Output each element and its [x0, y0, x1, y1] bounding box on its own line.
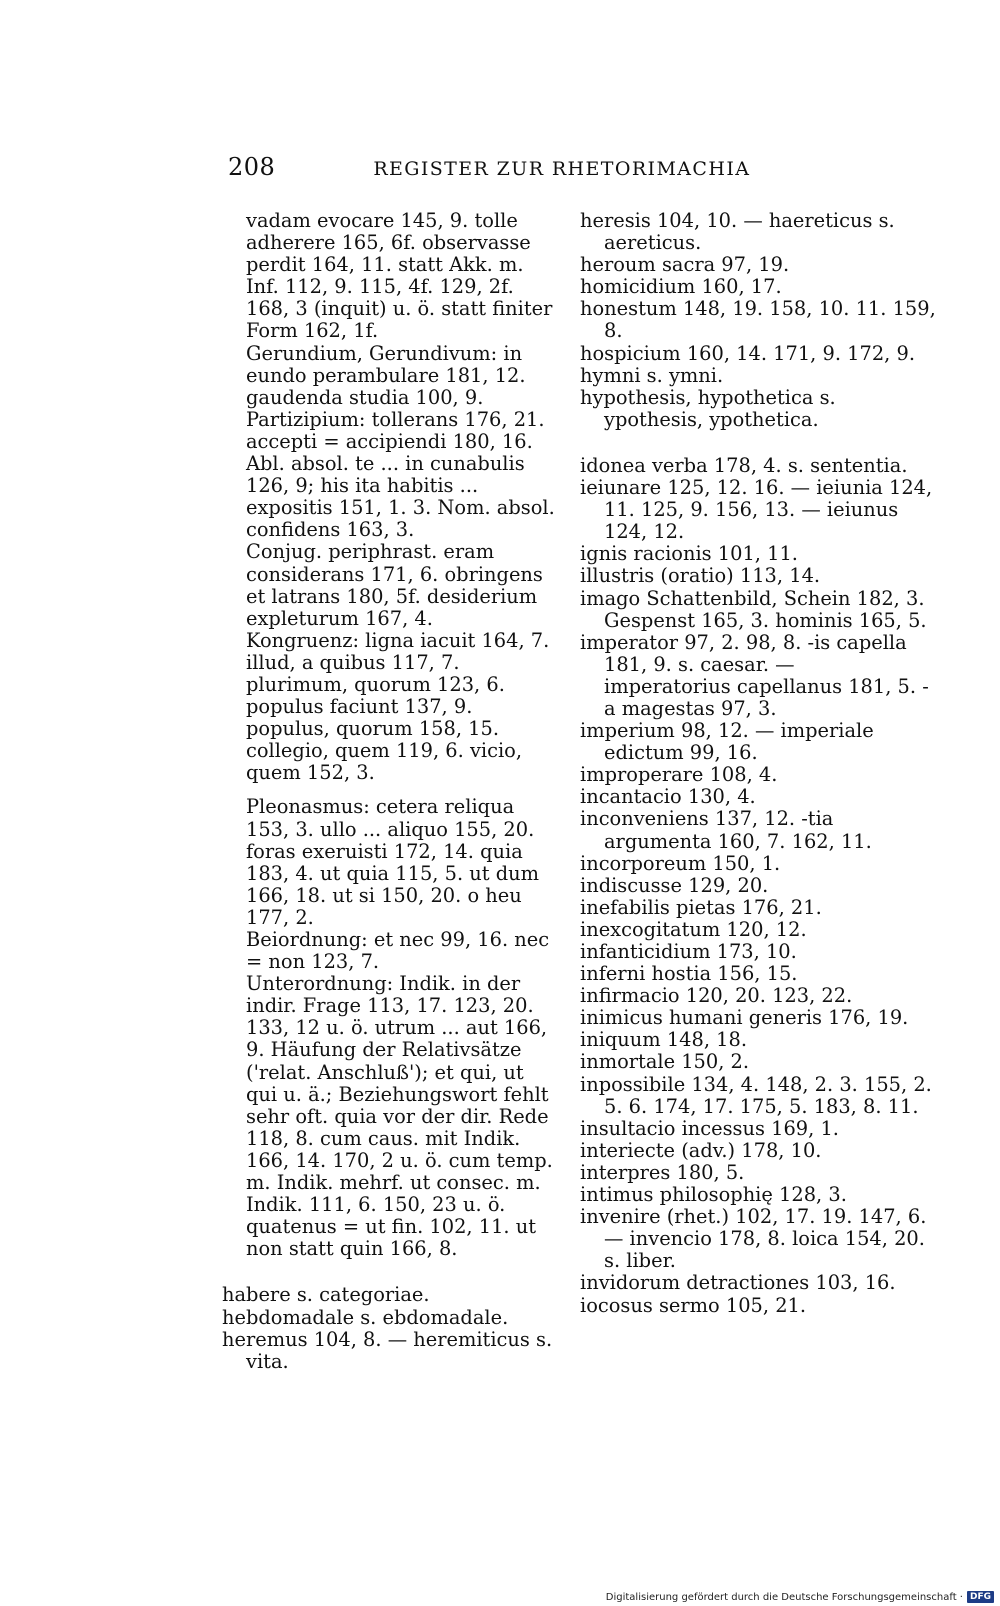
index-entry: Gerundium, Gerundivum: in eundo perambulare 181, 12. gaudenda studia 100, 9.: [246, 341, 526, 409]
index-entry: inimicus humani generis 176, 19.: [580, 1006, 909, 1030]
index-entry: inferni hostia 156, 15.: [580, 962, 798, 986]
index-entry: vadam evocare 145, 9. tolle adherere 165, 6f. observasse perdit 164, 11. statt Akk. m. Inf. 112, 9. 115, 4f. 129, 2f. 168, 3 (inquit) u. ö. statt finiter Form 162, 1f.: [246, 209, 553, 343]
index-entry: interpres 180, 5.: [580, 1160, 745, 1184]
index-entry: inpossibile 134, 4. 148, 2. 3. 155, 2. 5. 6. 174, 17. 175, 5. 183, 8. 11.: [580, 1072, 932, 1118]
funding-note: Digitalisierung gefördert durch die Deutsche Forschungsgemeinschaft ·: [605, 1591, 963, 1603]
index-entry: Pleonasmus: cetera reliqua 153, 3. ullo ... aliquo 155, 20. foras exeruisti 172, 14. quia 183, 4. ut quia 115, 5. ut dum 166, 18. ut si 150, 20. o heu 177, 2.: [246, 795, 540, 929]
index-column-left: [222, 210, 556, 1373]
index-entry: interiecte (adv.) 178, 10.: [580, 1138, 822, 1162]
index-entry: inmortale 150, 2.: [580, 1050, 750, 1074]
index-entry: Unterordnung: Indik. in der indir. Frage 113, 17. 123, 20. 133, 12 u. ö. utrum ... aut 166, 9. Häufung der Relativsätze ('relat. Anschluß'); et qui, ut qui u. ä.; Beziehungswort fehlt sehr oft. quia vor der dir. Rede 118, 8. cum caus. mit Indik. 166, 14. 170, 2 u. ö. cum temp. m. Indik. mehrf. ut consec. m. Indik. 111, 6. 150, 23 u. ö. quatenus = ut fin. 102, 11. ut non statt quin 166, 8.: [246, 972, 553, 1261]
index-entry: intimus philosophię 128, 3.: [580, 1183, 847, 1207]
index-entry: iocosus sermo 105, 21.: [580, 1293, 807, 1317]
dfg-logo: DFG: [967, 1591, 994, 1603]
index-entry: ignis racionis 101, 11.: [580, 542, 798, 566]
index-entry: hypothesis, hypothetica s. ypothesis, ypothetica.: [580, 385, 836, 431]
index-entry: Conjug. periphrast. eram considerans 171, 6. obringens et latrans 180, 5f. desiderium expleturum 167, 4.: [246, 540, 543, 630]
index-entry: insultacio incessus 169, 1.: [580, 1116, 839, 1140]
index-entry: ieiunare 125, 12. 16. — ieiunia 124, 11. 125, 9. 156, 13. — ieiunus 124, 12.: [580, 476, 933, 544]
index-entry: honestum 148, 19. 158, 10. 11. 159, 8.: [580, 297, 936, 343]
index-entry: improperare 108, 4.: [580, 763, 778, 787]
index-entry: habere s. categoriae.: [222, 1283, 430, 1307]
index-entry: iniquum 148, 18.: [580, 1028, 748, 1052]
index-entry: Partizipium: tollerans 176, 21. accepti = accipiendi 180, 16. Abl. absol. te ... in cunabulis 126, 9; his ita habitis ... expositis 151, 1. 3. Nom. absol. confidens 163, 3.: [246, 407, 555, 542]
page-number: 208: [228, 153, 276, 181]
digitization-credit: [605, 1590, 994, 1604]
index-entry: inconveniens 137, 12. -tia argumenta 160, 7. 162, 11.: [580, 807, 872, 853]
running-title: REGISTER ZUR RHETORIMACHIA: [373, 158, 751, 180]
index-entry: imperatorius capellanus 181, 5. -a magestas 97, 3.: [604, 674, 929, 720]
index-column-right: [580, 210, 940, 1317]
index-entry: heresis 104, 10. — haereticus s. aereticus.: [580, 209, 895, 255]
index-entry: hospicium 160, 14. 171, 9. 172, 9.: [580, 341, 916, 365]
index-entry: Kongruenz: ligna iacuit 164, 7. illud, a quibus 117, 7. plurimum, quorum 123, 6. populus faciunt 137, 9. populus, quorum 158, 15. collegio, quem 119, 6. vicio, quem 152, 3.: [246, 628, 550, 785]
index-entry: imperium 98, 12. — imperiale edictum 99, 16.: [580, 719, 874, 765]
index-entry: idonea verba 178, 4. s. sententia.: [580, 453, 908, 477]
index-entry: inexcogitatum 120, 12.: [580, 917, 807, 941]
index-entry: imago Schattenbild, Schein 182, 3. Gespenst 165, 3. hominis 165, 5.: [580, 586, 927, 632]
index-entry: incantacio 130, 4.: [580, 785, 756, 809]
index-entry: hebdomadale s. ebdomadale.: [222, 1305, 509, 1329]
index-entry: heremus 104, 8. — heremiticus s. vita.: [222, 1327, 553, 1373]
index-entry: incorporeum 150, 1.: [580, 851, 781, 875]
index-entry: invenire (rhet.) 102, 17. 19. 147, 6. — invencio 178, 8. loica 154, 20. s. liber.: [580, 1205, 927, 1273]
index-entry: infanticidium 173, 10.: [580, 940, 797, 963]
index-entry: illustris (oratio) 113, 14.: [580, 564, 821, 588]
index-entry: invidorum detractiones 103, 16.: [580, 1271, 896, 1295]
index-entry: Beiordnung: et nec 99, 16. nec = non 123, 7.: [246, 928, 550, 974]
index-entry: homicidium 160, 17.: [580, 275, 782, 299]
index-entry: heroum sacra 97, 19.: [580, 253, 790, 277]
index-entry: imperator 97, 2. 98, 8. -is capella 181, 9. s. caesar. —: [580, 630, 907, 676]
index-entry: indiscusse 129, 20.: [580, 873, 769, 897]
index-entry: infirmacio 120, 20. 123, 22.: [580, 984, 853, 1008]
index-entry: hymni s. ymni.: [580, 363, 724, 387]
index-entry: inefabilis pietas 176, 21.: [580, 895, 822, 919]
page-header: [228, 153, 788, 187]
